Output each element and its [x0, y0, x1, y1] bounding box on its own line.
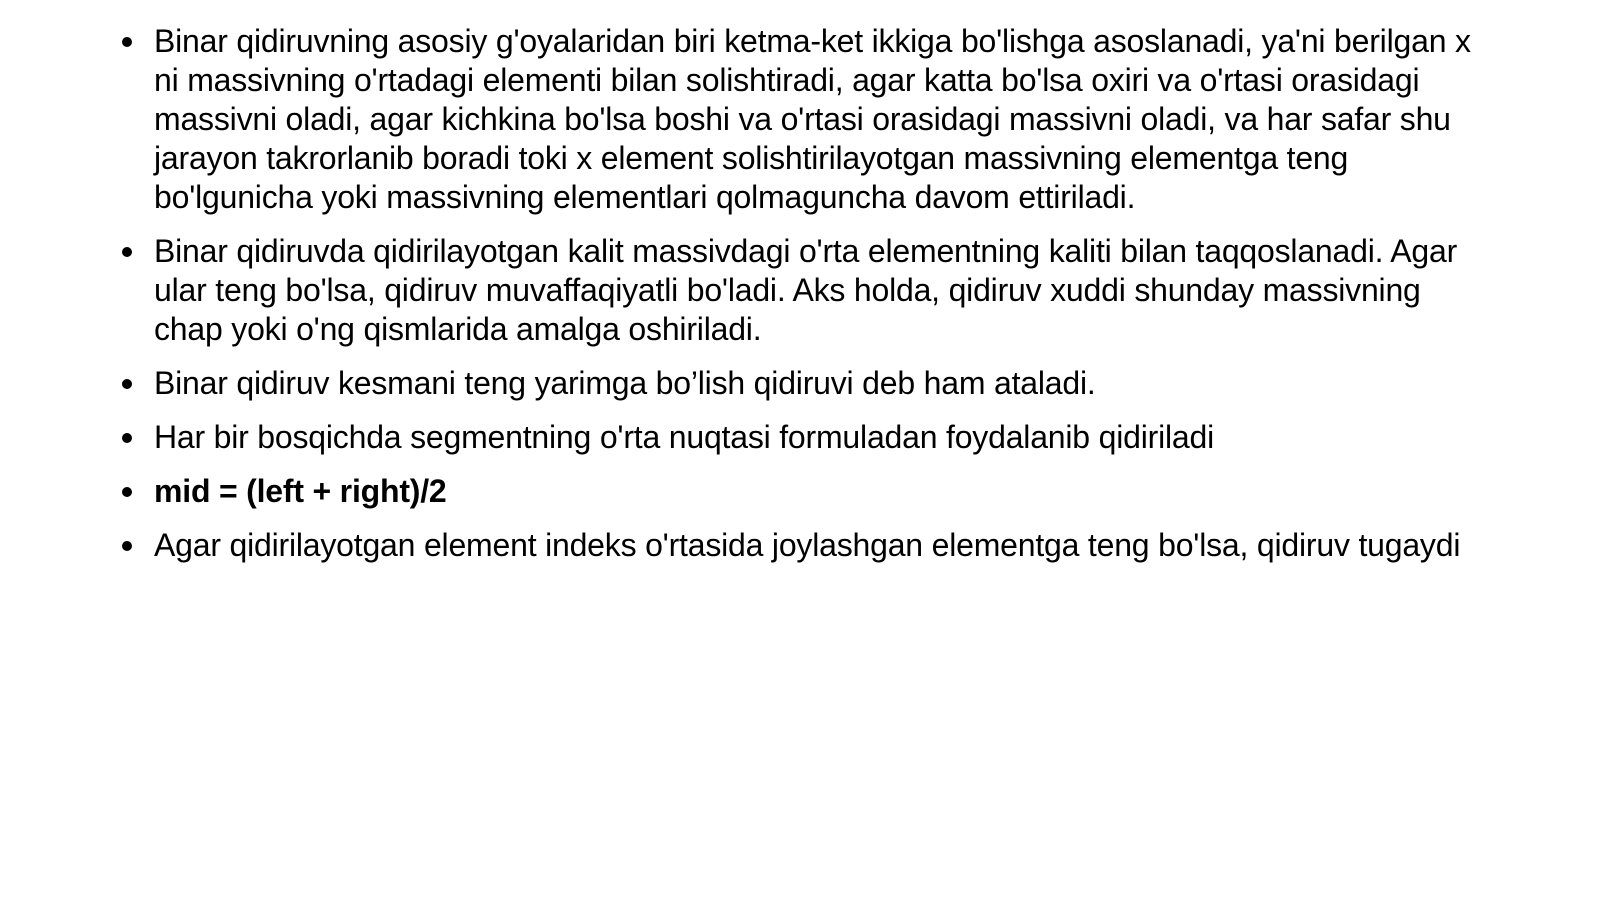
- bullet-text: Binar qidiruvda qidirilayotgan kalit massivdagi o'rta elementning kaliti bilan taqqoslanadi. Agar ular teng bo'lsa, qidiruv muvaffaqiyatli bo'ladi. Aks holda, qidiruv xuddi shunday massivning chap yoki o'ng qismlarida amalga oshiriladi.: [154, 233, 1458, 347]
- bullet-dot-icon: [122, 487, 132, 497]
- bullet-text: Binar qidiruvning asosiy g'oyalaridan biri ketma-ket ikkiga bo'lishga asoslanadi, ya'ni berilgan x ni massivning o'rtadagi elementi bilan solishtiradi, agar katta bo'lsa oxiri va o'rtasi orasidagi massivni oladi, agar kichkina bo'lsa boshi va o'rtasi orasidagi massivni oladi, va har safar shu jarayon takrorlanib boradi toki x element solishtirilayotgan massivning elementga teng bo'lgunicha yoki massivning elementlari qolmaguncha davom ettiriladi.: [154, 23, 1471, 215]
- bullet-list: [120, 22, 1480, 580]
- list-item-formula: [120, 472, 1480, 511]
- bullet-dot-icon: [122, 247, 132, 257]
- bullet-dot-icon: [122, 37, 132, 47]
- bullet-dot-icon: [122, 433, 132, 443]
- list-item: [120, 526, 1480, 565]
- bullet-text: Binar qidiruv kesmani teng yarimga bo’lish qidiruvi deb ham ataladi.: [154, 365, 1096, 401]
- list-item: [120, 232, 1480, 349]
- list-item: [120, 364, 1480, 403]
- bullet-text: Har bir bosqichda segmentning o'rta nuqtasi formuladan foydalanib qidiriladi: [154, 419, 1214, 455]
- bullet-dot-icon: [122, 379, 132, 389]
- list-item: [120, 22, 1480, 217]
- formula-text: mid = (left + right)/2: [154, 473, 447, 509]
- bullet-text: Agar qidirilayotgan element indeks o'rtasida joylashgan elementga teng bo'lsa, qidiruv tugaydi: [154, 527, 1461, 563]
- bullet-dot-icon: [122, 541, 132, 551]
- list-item: [120, 418, 1480, 457]
